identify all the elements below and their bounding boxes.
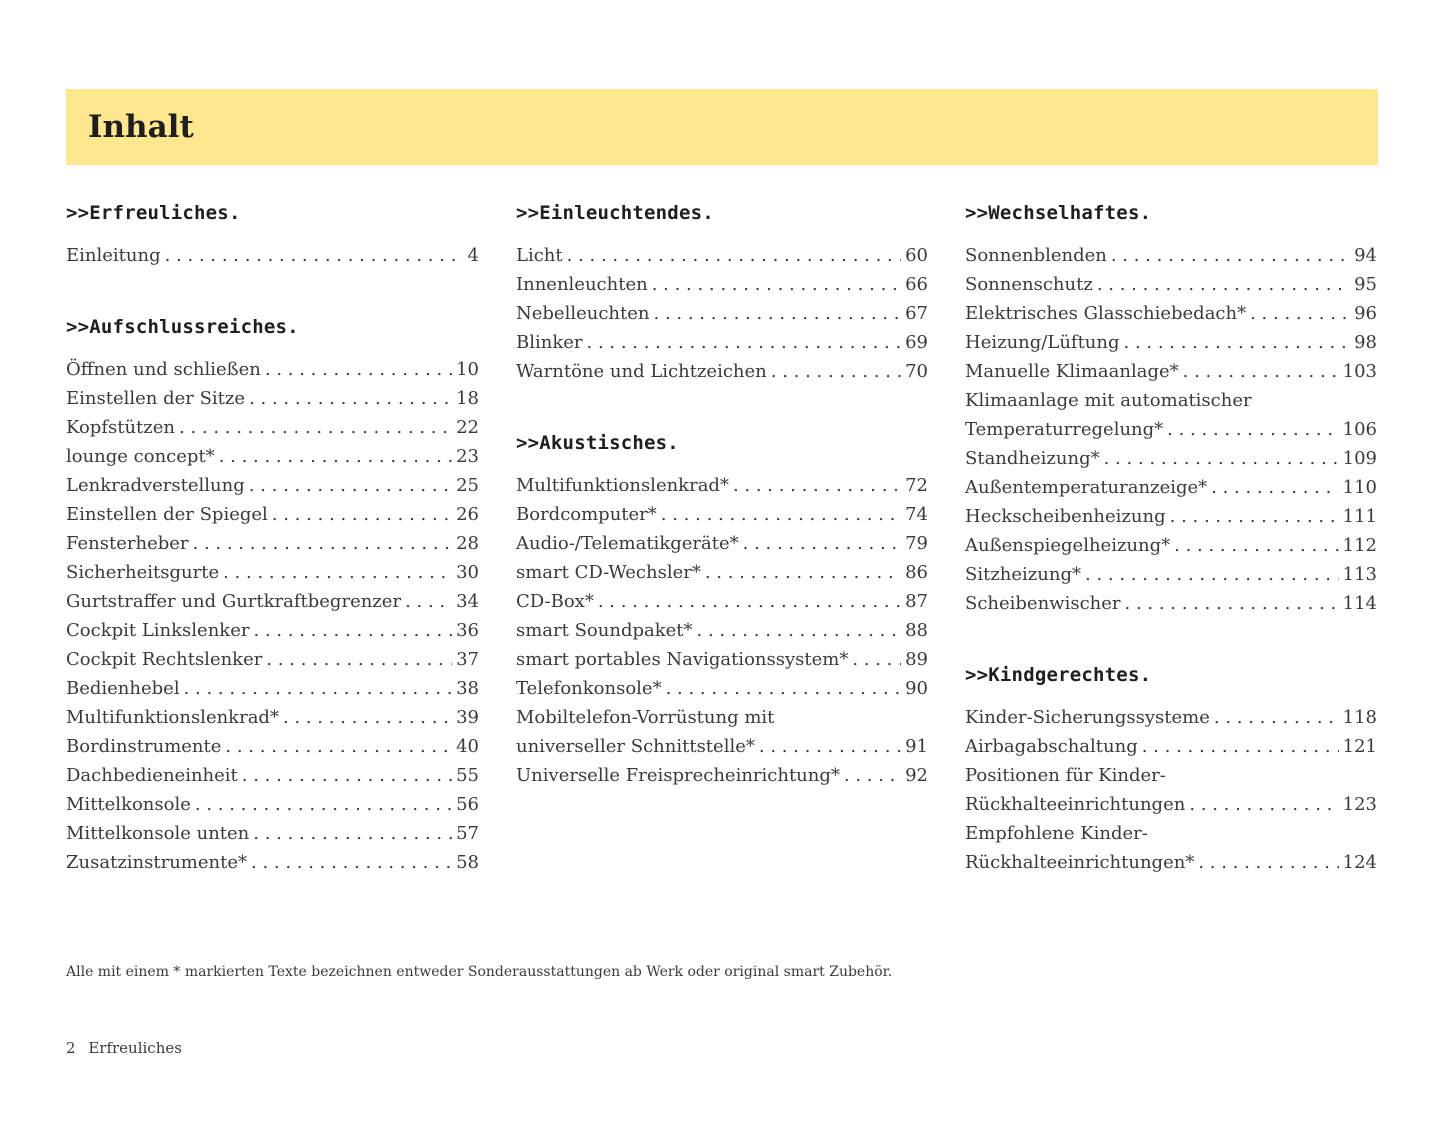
dot-leader [705, 558, 901, 587]
toc-entry[interactable] [965, 848, 1377, 877]
toc-entry[interactable] [66, 819, 479, 848]
toc-entry[interactable] [965, 357, 1377, 386]
toc-page-number: 96 [1354, 303, 1377, 324]
toc-column-3 [965, 199, 1377, 877]
toc-entry-label: Kinder-Sicherungssysteme [965, 707, 1210, 728]
toc-entry[interactable] [66, 790, 479, 819]
dot-leader [1198, 848, 1338, 877]
toc-entry[interactable] [965, 560, 1377, 589]
toc-page-number: 69 [905, 332, 928, 353]
toc-page-number: 112 [1342, 535, 1377, 556]
toc-entry[interactable] [965, 444, 1377, 473]
toc-page-number: 38 [456, 678, 479, 699]
toc-entry-list [66, 241, 479, 270]
toc-section [66, 313, 479, 877]
dot-leader [1125, 589, 1339, 618]
dot-leader [1170, 502, 1339, 531]
section-spacer [516, 386, 928, 429]
dot-leader [1111, 241, 1350, 270]
toc-entry[interactable] [965, 270, 1377, 299]
toc-entry[interactable] [66, 241, 479, 270]
toc-entry[interactable] [965, 415, 1377, 444]
dot-leader [225, 732, 452, 761]
page-footer [66, 1038, 182, 1058]
toc-entry-label: Lenkradverstellung [66, 475, 245, 496]
toc-page-number: 98 [1354, 332, 1377, 353]
toc-entry-label: Innenleuchten [516, 274, 648, 295]
toc-page-number: 111 [1342, 506, 1377, 527]
toc-entry[interactable] [965, 732, 1377, 761]
toc-page-number: 60 [905, 245, 928, 266]
toc-page-number: 110 [1342, 477, 1377, 498]
toc-page-number: 22 [456, 417, 479, 438]
toc-column-2 [516, 199, 928, 790]
dot-leader [1167, 415, 1338, 444]
toc-entry[interactable] [66, 384, 479, 413]
dot-leader [1142, 732, 1339, 761]
toc-entry-label: Licht [516, 245, 563, 266]
dot-leader [652, 270, 901, 299]
section-title: >>Wechselhaftes. [965, 202, 1152, 224]
toc-entry-label: Fensterheber [66, 533, 189, 554]
section-title: >>Einleuchtendes. [516, 202, 714, 224]
toc-page-number: 124 [1342, 852, 1377, 873]
toc-section [66, 199, 479, 270]
toc-entry-label: Bordcomputer* [516, 504, 657, 525]
dot-leader [223, 558, 452, 587]
toc-entry-label: Positionen für Kinder- [965, 765, 1166, 786]
toc-page-number: 92 [905, 765, 928, 786]
toc-entry[interactable] [516, 645, 928, 674]
dot-leader [1211, 473, 1338, 502]
toc-entry[interactable] [66, 674, 479, 703]
toc-entry-label: Cockpit Rechtslenker [66, 649, 263, 670]
toc-page-number: 10 [456, 359, 479, 380]
toc-entry-label: Empfohlene Kinder- [965, 823, 1148, 844]
toc-page-number: 95 [1354, 274, 1377, 295]
toc-entry[interactable] [66, 732, 479, 761]
toc-page-number: 123 [1342, 794, 1377, 815]
toc-entry[interactable] [965, 819, 1377, 848]
toc-page-number: 87 [905, 591, 928, 612]
toc-page-number: 94 [1354, 245, 1377, 266]
toc-page-number: 88 [905, 620, 928, 641]
toc-entry-label: Manuelle Klimaanlage* [965, 361, 1179, 382]
toc-page-number: 26 [456, 504, 479, 525]
toc-entry-label: Temperaturregelung* [965, 419, 1164, 440]
toc-entry-label: Sicherheitsgurte [66, 562, 220, 583]
dot-leader [253, 616, 452, 645]
toc-entry-label: Mittelkonsole unten [66, 823, 250, 844]
toc-page-number: 18 [456, 388, 479, 409]
toc-entry[interactable] [66, 587, 479, 616]
dot-leader [1214, 703, 1339, 732]
toc-page-number: 118 [1342, 707, 1377, 728]
section-title: >>Akustisches. [516, 432, 679, 454]
toc-entry-label: Rückhalteeinrichtungen* [965, 852, 1195, 873]
toc-entry-label: Warntöne und Lichtzeichen [516, 361, 767, 382]
toc-page-number: 23 [456, 446, 479, 467]
toc-section [965, 661, 1377, 877]
toc-entry-list [965, 703, 1377, 877]
dot-leader [661, 500, 901, 529]
toc-page-number: 89 [905, 649, 928, 670]
dot-leader [272, 500, 452, 529]
toc-entry-label: smart portables Navigationssystem* [516, 649, 849, 670]
toc-entry[interactable] [516, 674, 928, 703]
dot-leader [195, 790, 452, 819]
toc-entry[interactable] [516, 241, 928, 270]
toc-entry[interactable] [66, 471, 479, 500]
toc-page-number: 30 [456, 562, 479, 583]
section-title: >>Aufschlussreiches. [66, 316, 299, 338]
toc-page-number: 57 [456, 823, 479, 844]
dot-leader [265, 355, 452, 384]
toc-entry[interactable] [516, 270, 928, 299]
dot-leader [1085, 560, 1339, 589]
toc-entry[interactable] [516, 500, 928, 529]
toc-entry-label: Elektrisches Glasschiebedach* [965, 303, 1247, 324]
toc-page-number: 91 [905, 736, 928, 757]
toc-entry-label: Multifunktionslenkrad* [66, 707, 279, 728]
toc-section [965, 199, 1377, 618]
toc-entry-label: Klimaanlage mit automatischer [965, 390, 1252, 411]
dot-leader [852, 645, 901, 674]
toc-page-number: 39 [456, 707, 479, 728]
toc-entry-label: Bedienhebel [66, 678, 180, 699]
dot-leader [1183, 357, 1339, 386]
toc-page-number: 121 [1342, 736, 1377, 757]
toc-column-1 [66, 199, 479, 877]
toc-entry[interactable] [66, 558, 479, 587]
dot-leader [253, 819, 452, 848]
toc-entry[interactable] [516, 703, 928, 732]
toc-page-number: 40 [456, 736, 479, 757]
footnote: Alle mit einem * markierten Texte bezeichnen entweder Sonderausstattungen ab Werk oder original smart Zubehör. [66, 964, 893, 980]
toc-entry[interactable] [66, 355, 479, 384]
dot-leader [179, 413, 452, 442]
toc-entry-list [965, 241, 1377, 618]
toc-entry-list [516, 241, 928, 386]
toc-entry[interactable] [516, 357, 928, 386]
toc-section [516, 429, 928, 790]
toc-entry-list [66, 355, 479, 877]
toc-entry[interactable] [516, 558, 928, 587]
toc-entry[interactable] [516, 529, 928, 558]
dot-leader [266, 645, 452, 674]
toc-page-number: 90 [905, 678, 928, 699]
toc-page-number: 114 [1342, 593, 1377, 614]
dot-leader [771, 357, 901, 386]
toc-entry-label: universeller Schnittstelle* [516, 736, 755, 757]
toc-page-number: 55 [456, 765, 479, 786]
toc-entry-label: Mittelkonsole [66, 794, 191, 815]
toc-entry-list [516, 471, 928, 790]
toc-page-number: 103 [1342, 361, 1377, 382]
toc-page-number: 67 [905, 303, 928, 324]
toc-entry[interactable] [66, 442, 479, 471]
toc-page-number: 28 [456, 533, 479, 554]
toc-entry-label: Telefonkonsole* [516, 678, 662, 699]
dot-leader [251, 848, 452, 877]
dot-leader [697, 616, 902, 645]
toc-entry[interactable] [965, 589, 1377, 618]
dot-leader [249, 384, 452, 413]
toc-page-number: 37 [456, 649, 479, 670]
toc-entry-label: Sonnenschutz [965, 274, 1093, 295]
toc-entry-label: Außentemperaturanzeige* [965, 477, 1208, 498]
dot-leader [242, 761, 452, 790]
dot-leader [283, 703, 452, 732]
toc-entry[interactable] [965, 703, 1377, 732]
toc-entry[interactable] [965, 790, 1377, 819]
dot-leader [184, 674, 453, 703]
dot-leader [249, 471, 452, 500]
dot-leader [1250, 299, 1350, 328]
toc-entry[interactable] [516, 761, 928, 790]
toc-entry[interactable] [965, 473, 1377, 502]
toc-entry-label: Audio-/Telematikgeräte* [516, 533, 739, 554]
toc-entry[interactable] [965, 531, 1377, 560]
toc-entry[interactable] [965, 241, 1377, 270]
dot-leader [654, 299, 902, 328]
page-number: 2 [66, 1039, 76, 1057]
toc-entry[interactable] [66, 703, 479, 732]
toc-entry-label: CD-Box* [516, 591, 594, 612]
dot-leader [587, 328, 902, 357]
toc-page-number: 72 [905, 475, 928, 496]
toc-entry[interactable] [965, 328, 1377, 357]
toc-entry[interactable] [516, 471, 928, 500]
toc-entry-label: Einstellen der Sitze [66, 388, 246, 409]
toc-page-number: 58 [456, 852, 479, 873]
toc-entry-label: Einleitung [66, 245, 161, 266]
toc-entry-label: Bordinstrumente [66, 736, 222, 757]
toc-entry-label: Cockpit Linkslenker [66, 620, 250, 641]
toc-entry-label: Dachbedieneinheit [66, 765, 238, 786]
dot-leader [1174, 531, 1338, 560]
title-bar [66, 89, 1378, 165]
toc-entry[interactable] [516, 732, 928, 761]
section-spacer [965, 618, 1377, 661]
toc-entry-label: Blinker [516, 332, 583, 353]
toc-entry[interactable] [965, 299, 1377, 328]
toc-entry[interactable] [516, 616, 928, 645]
toc-entry[interactable] [965, 761, 1377, 790]
toc-page-number: 56 [456, 794, 479, 815]
toc-entry-label: Airbagabschaltung [965, 736, 1138, 757]
toc-page-number: 113 [1342, 564, 1377, 585]
footer-chapter: Erfreuliches [88, 1039, 182, 1057]
toc-entry-label: Öffnen und schließen [66, 359, 261, 380]
toc-entry-label: Außenspiegelheizung* [965, 535, 1171, 556]
toc-entry[interactable] [66, 645, 479, 674]
dot-leader [1189, 790, 1338, 819]
toc-entry-label: smart Soundpaket* [516, 620, 693, 641]
toc-page-number: 106 [1342, 419, 1377, 440]
toc-entry[interactable] [965, 502, 1377, 531]
toc-entry[interactable] [516, 328, 928, 357]
toc-page-number: 36 [456, 620, 479, 641]
dot-leader [666, 674, 902, 703]
toc-page-number: 109 [1342, 448, 1377, 469]
toc-section [516, 199, 928, 386]
toc-entry-label: Zusatzinstrumente* [66, 852, 248, 873]
section-title: >>Kindgerechtes. [965, 664, 1152, 686]
dot-leader [165, 241, 464, 270]
toc-entry[interactable] [66, 616, 479, 645]
toc-entry[interactable] [66, 413, 479, 442]
toc-entry-label: Kopfstützen [66, 417, 176, 438]
page-title: Inhalt [88, 109, 194, 145]
toc-entry[interactable] [965, 386, 1377, 415]
dot-leader [759, 732, 901, 761]
toc-entry-label: Sonnenblenden [965, 245, 1107, 266]
toc-page-number: 70 [905, 361, 928, 382]
dot-leader [1097, 270, 1350, 299]
toc-entry[interactable] [66, 500, 479, 529]
toc-entry-label: Mobiltelefon-Vorrüstung mit [516, 707, 775, 728]
dot-leader [1104, 444, 1339, 473]
toc-entry[interactable] [66, 529, 479, 558]
toc-page-number: 4 [467, 245, 479, 266]
toc-entry-label: Universelle Freisprecheinrichtung* [516, 765, 840, 786]
section-spacer [66, 270, 479, 313]
toc-entry-label: lounge concept* [66, 446, 215, 467]
toc-entry-label: Heizung/Lüftung [965, 332, 1120, 353]
dot-leader [193, 529, 453, 558]
toc-page-number: 25 [456, 475, 479, 496]
toc-entry-label: Rückhalteeinrichtungen [965, 794, 1186, 815]
toc-entry-label: smart CD-Wechsler* [516, 562, 701, 583]
dot-leader [844, 761, 901, 790]
dot-leader [743, 529, 901, 558]
dot-leader [567, 241, 901, 270]
toc-entry-label: Multifunktionslenkrad* [516, 475, 729, 496]
dot-leader [1124, 328, 1351, 357]
toc-entry-label: Sitzheizung* [965, 564, 1081, 585]
toc-page-number: 79 [905, 533, 928, 554]
section-title: >>Erfreuliches. [66, 202, 241, 224]
toc-entry-label: Standheizung* [965, 448, 1100, 469]
toc-page-number: 34 [456, 591, 479, 612]
toc-entry-label: Gurtstraffer und Gurtkraftbegrenzer [66, 591, 402, 612]
toc-page-number: 86 [905, 562, 928, 583]
toc-entry[interactable] [66, 761, 479, 790]
dot-leader [405, 587, 452, 616]
toc-page-number: 74 [905, 504, 928, 525]
toc-entry-label: Nebelleuchten [516, 303, 650, 324]
dot-leader [598, 587, 901, 616]
toc-entry[interactable] [66, 848, 479, 877]
toc-page-number: 66 [905, 274, 928, 295]
toc-entry-label: Scheibenwischer [965, 593, 1121, 614]
toc-entry-label: Heckscheibenheizung [965, 506, 1166, 527]
dot-leader [219, 442, 452, 471]
toc-entry-label: Einstellen der Spiegel [66, 504, 268, 525]
toc-entry[interactable] [516, 587, 928, 616]
dot-leader [733, 471, 901, 500]
toc-entry[interactable] [516, 299, 928, 328]
